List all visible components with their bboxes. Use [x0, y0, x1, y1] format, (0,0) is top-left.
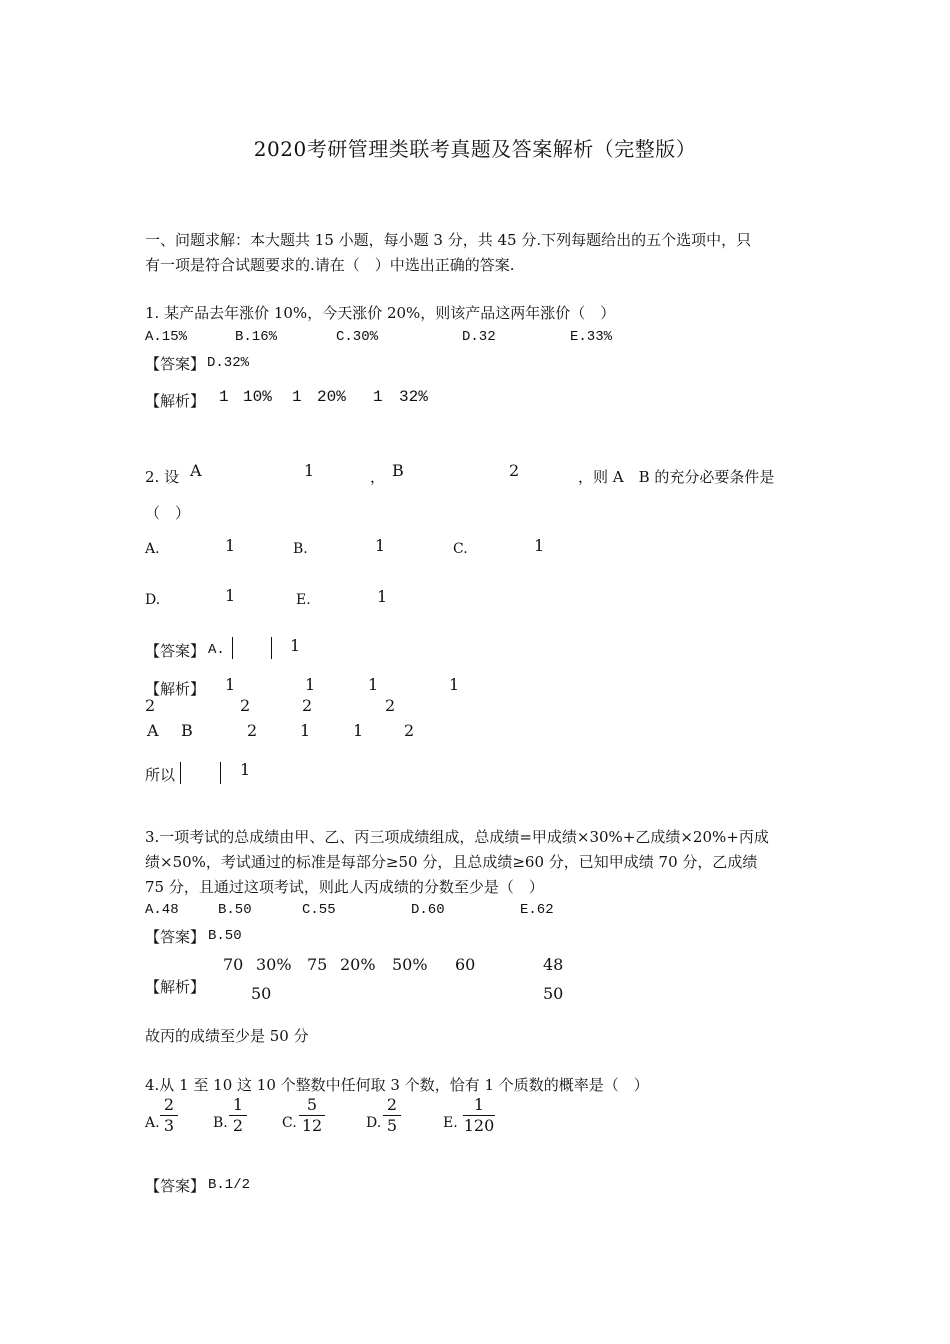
q3-analysis-term: 60 — [455, 955, 476, 974]
q4-stem: 4.从 1 至 10 这 10 个整数中任何取 3 个数，恰有 1 个质数的概率是（ ） — [145, 1076, 649, 1094]
q1-analysis-label: 【解析】 — [145, 392, 206, 410]
q2-answer-value: 1 — [290, 636, 301, 655]
q1-analysis-term: 1 — [373, 388, 383, 406]
absolute-value-bar — [220, 762, 221, 784]
q3-option-c: C.55 — [302, 902, 336, 918]
q2-analysis-term: 1 — [368, 675, 379, 694]
fraction-numerator: 5 — [306, 1095, 318, 1114]
q1-option-d: D.32 — [462, 329, 496, 345]
q1-stem: 1. 某产品去年涨价 10%，今天涨价 20%，则该产品这两年涨价（ ） — [145, 304, 616, 322]
q3-analysis-term: 70 — [223, 955, 244, 974]
q1-option-e: E.33% — [570, 329, 613, 345]
q1-option-b: B.16% — [235, 329, 278, 345]
q2-set-b-value: 2 — [509, 461, 520, 480]
q3-option-d: D.60 — [411, 902, 445, 918]
page-title: 2020考研管理类联考真题及答案解析（完整版） — [253, 137, 697, 161]
q1-analysis-term: 32% — [399, 388, 428, 406]
q3-option-e: E.62 — [520, 902, 554, 918]
q2-set-b: B — [392, 461, 404, 480]
q2-analysis-term: 2 — [404, 721, 415, 740]
fraction-numerator: 2 — [386, 1095, 398, 1114]
q4-option-b-label: B. — [213, 1115, 228, 1131]
q3-option-a: A.48 — [145, 902, 179, 918]
q2-set-a: A — [190, 461, 202, 480]
q4-option-e-fraction — [463, 1096, 495, 1135]
q2-option-b-label: B. — [293, 541, 308, 557]
q3-analysis-term: 50 — [251, 984, 272, 1003]
q3-stem-line1: 3.一项考试的总成绩由甲、乙、丙三项成绩组成，总成绩=甲成绩×30%+乙成绩×20%+丙成 — [145, 828, 769, 846]
q2-option-c-value: 1 — [534, 536, 545, 555]
q2-analysis-term: 1 — [449, 675, 460, 694]
q2-stem-prefix: 2. 设 — [145, 468, 180, 486]
q2-option-e-value: 1 — [377, 587, 388, 606]
q2-analysis-term: 2 — [145, 696, 156, 715]
q2-option-a-value: 1 — [225, 536, 236, 555]
q2-option-a-label: A. — [145, 541, 160, 557]
q4-option-c-label: C. — [282, 1115, 297, 1131]
q4-answer-label: 【答案】 — [145, 1177, 206, 1195]
q4-option-a-label: A. — [145, 1115, 160, 1131]
q3-analysis-term: 50% — [392, 955, 428, 974]
q2-analysis-term: 1 — [353, 721, 364, 740]
q2-analysis-term: B — [181, 721, 193, 740]
fraction-numerator: 1 — [232, 1095, 244, 1114]
q3-stem-line3: 75 分，且通过这项考试，则此人丙成绩的分数至少是（ ） — [145, 878, 544, 896]
q1-option-a: A.15% — [145, 329, 188, 345]
q3-analysis-label: 【解析】 — [145, 978, 206, 996]
q3-analysis-term: 20% — [340, 955, 376, 974]
q2-analysis-term: 2 — [240, 696, 251, 715]
q2-option-b-value: 1 — [375, 536, 386, 555]
fraction-numerator: 2 — [163, 1095, 175, 1114]
q2-option-e-label: E. — [296, 592, 311, 608]
section-intro-line2: 有一项是符合试题要求的.请在（ ）中选出正确的答案. — [145, 256, 515, 274]
fraction-denominator: 5 — [386, 1116, 398, 1135]
q2-analysis-term: 2 — [385, 696, 396, 715]
q2-option-d-label: D. — [145, 592, 161, 608]
q2-analysis-term: 1 — [305, 675, 316, 694]
q3-analysis-term: 30% — [256, 955, 292, 974]
q1-answer-label: 【答案】 — [145, 355, 206, 373]
q2-option-d-value: 1 — [225, 586, 236, 605]
q2-analysis-term: 2 — [247, 721, 258, 740]
q2-answer-label: 【答案】 — [145, 642, 206, 660]
absolute-value-bar — [232, 637, 233, 659]
fraction-denominator: 3 — [163, 1116, 175, 1135]
q2-comma: ， — [370, 468, 386, 486]
q4-option-d-label: D. — [366, 1115, 382, 1131]
q4-option-c-fraction — [299, 1096, 325, 1135]
q2-set-a-value: 1 — [304, 461, 315, 480]
q3-analysis-term: 75 — [307, 955, 328, 974]
q4-option-e-label: E. — [443, 1115, 458, 1131]
q2-analysis-term: 1 — [300, 721, 311, 740]
q1-analysis-term: 10% — [243, 388, 272, 406]
q2-answer: A. — [208, 642, 225, 658]
absolute-value-bar — [271, 637, 272, 659]
q2-conclusion-prefix: 所以 — [145, 766, 176, 784]
q1-answer: D.32% — [207, 355, 250, 371]
q1-option-c: C.30% — [336, 329, 379, 345]
q1-analysis-term: 1 — [219, 388, 229, 406]
fraction-denominator: 2 — [232, 1116, 244, 1135]
q4-answer: B.1/2 — [208, 1177, 251, 1193]
q3-analysis-term: 50 — [543, 984, 564, 1003]
q3-answer-label: 【答案】 — [145, 928, 206, 946]
q2-paren: （ ） — [145, 504, 191, 522]
q2-analysis-term: 2 — [302, 696, 313, 715]
q1-analysis-term: 1 — [292, 388, 302, 406]
q2-stem-suffix: ，则 A B 的充分必要条件是 — [578, 468, 775, 486]
fraction-numerator: 1 — [473, 1095, 485, 1114]
q4-option-d-fraction — [383, 1096, 401, 1135]
q1-analysis-term: 20% — [317, 388, 346, 406]
q2-analysis-term: A — [147, 721, 159, 740]
fraction-denominator: 12 — [301, 1116, 323, 1135]
q2-option-c-label: C. — [453, 541, 468, 557]
q3-analysis-term: 48 — [543, 955, 564, 974]
q2-conclusion-value: 1 — [240, 760, 251, 779]
q3-conclusion: 故丙的成绩至少是 50 分 — [145, 1027, 309, 1045]
q3-stem-line2: 绩×50%，考试通过的标准是每部分≥50 分，且总成绩≥60 分，已知甲成绩 70 分，乙成绩 — [145, 853, 758, 871]
q3-option-b: B.50 — [218, 902, 252, 918]
section-intro-line1: 一、问题求解：本大题共 15 小题，每小题 3 分，共 45 分.下列每题给出的五个选项中，只 — [145, 231, 752, 249]
q2-analysis-label: 【解析】 — [145, 680, 206, 698]
absolute-value-bar — [180, 762, 181, 784]
q3-answer: B.50 — [208, 928, 242, 944]
fraction-denominator: 120 — [463, 1116, 495, 1135]
q4-option-a-fraction — [160, 1096, 178, 1135]
q4-option-b-fraction — [229, 1096, 247, 1135]
q2-analysis-term: 1 — [225, 675, 236, 694]
